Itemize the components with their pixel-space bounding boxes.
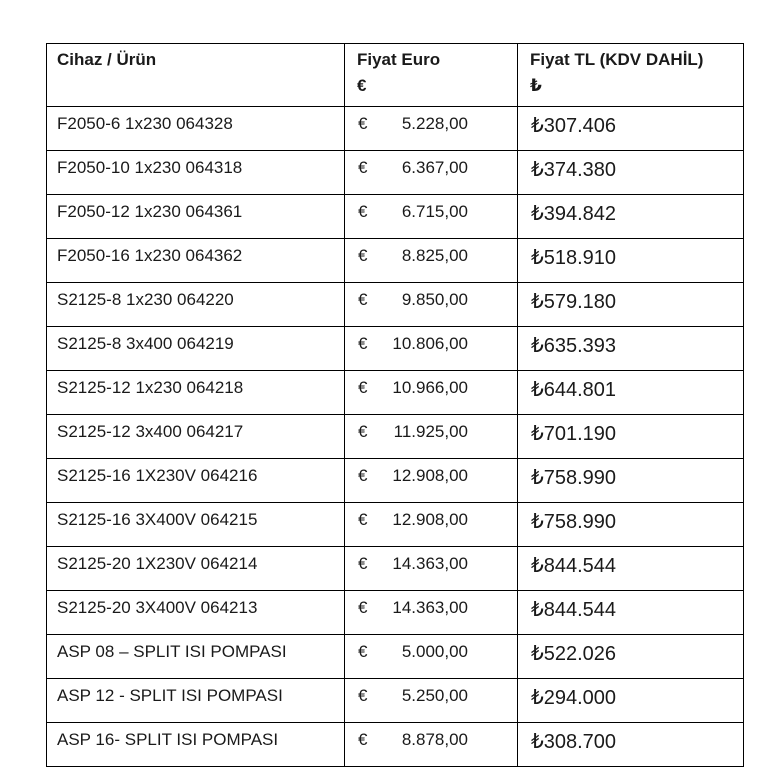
tl-price-cell: ₺307.406: [518, 107, 744, 151]
euro-amount: 5.000,00: [401, 642, 468, 661]
header-euro-symbol: €: [357, 76, 367, 95]
euro-sign: €: [358, 334, 368, 353]
euro-price-cell: [345, 723, 518, 767]
product-cell: S2125-8 1x230 064220: [47, 283, 345, 327]
euro-amount: 8.825,00: [401, 246, 468, 265]
product-cell: F2050-6 1x230 064328: [47, 107, 345, 151]
euro-sign: €: [358, 642, 368, 661]
euro-price-cell: [345, 503, 518, 547]
euro-price-cell: [345, 591, 518, 635]
euro-sign: €: [358, 686, 368, 705]
product-cell: F2050-12 1x230 064361: [47, 195, 345, 239]
euro-price-cell: [345, 107, 518, 151]
euro-sign: €: [358, 510, 368, 529]
product-cell: ASP 08 – SPLIT ISI POMPASI: [47, 635, 345, 679]
euro-sign: €: [358, 598, 368, 617]
table-row: [47, 547, 744, 591]
header-tl: [518, 44, 744, 107]
header-row: [47, 44, 744, 107]
table-row: [47, 371, 744, 415]
euro-amount: 6.367,00: [401, 158, 468, 177]
tl-price-cell: ₺522.026: [518, 635, 744, 679]
euro-sign: €: [358, 290, 368, 309]
tl-price-cell: ₺844.544: [518, 591, 744, 635]
table-row: [47, 723, 744, 767]
tl-price-cell: ₺635.393: [518, 327, 744, 371]
price-table: [46, 43, 744, 767]
euro-amount: 10.806,00: [392, 334, 468, 353]
euro-amount: 8.878,00: [401, 730, 468, 749]
product-cell: F2050-16 1x230 064362: [47, 239, 345, 283]
euro-amount: 5.228,00: [401, 114, 468, 133]
euro-price-cell: [345, 327, 518, 371]
table-row: [47, 239, 744, 283]
tl-price-cell: ₺701.190: [518, 415, 744, 459]
product-cell: S2125-8 3x400 064219: [47, 327, 345, 371]
tl-price-cell: ₺644.801: [518, 371, 744, 415]
product-cell: S2125-20 3X400V 064213: [47, 591, 345, 635]
table-body: [47, 107, 744, 767]
product-cell: ASP 16- SPLIT ISI POMPASI: [47, 723, 345, 767]
table-row: [47, 459, 744, 503]
euro-price-cell: [345, 459, 518, 503]
euro-sign: €: [358, 202, 368, 221]
table-row: [47, 151, 744, 195]
product-cell: S2125-12 1x230 064218: [47, 371, 345, 415]
header-tl-label: Fiyat TL (KDV DAHİL): [530, 50, 704, 69]
tl-price-cell: ₺374.380: [518, 151, 744, 195]
table-row: [47, 107, 744, 151]
euro-amount: 9.850,00: [401, 290, 468, 309]
euro-sign: €: [358, 246, 368, 265]
euro-price-cell: [345, 635, 518, 679]
tl-price-cell: ₺294.000: [518, 679, 744, 723]
euro-price-cell: [345, 547, 518, 591]
euro-sign: €: [358, 114, 368, 133]
euro-amount: 12.908,00: [392, 466, 468, 485]
euro-amount: 11.925,00: [393, 422, 468, 441]
euro-sign: €: [358, 422, 368, 441]
table-row: [47, 635, 744, 679]
product-cell: S2125-12 3x400 064217: [47, 415, 345, 459]
table-row: [47, 415, 744, 459]
header-euro-label: Fiyat Euro: [357, 50, 441, 69]
euro-amount: 10.966,00: [392, 378, 468, 397]
tl-price-cell: ₺758.990: [518, 459, 744, 503]
tl-price-cell: ₺844.544: [518, 547, 744, 591]
table-row: [47, 591, 744, 635]
tl-price-cell: ₺579.180: [518, 283, 744, 327]
euro-price-cell: [345, 195, 518, 239]
product-cell: S2125-20 1X230V 064214: [47, 547, 345, 591]
euro-sign: €: [358, 554, 368, 573]
header-euro: [345, 44, 518, 107]
table-row: [47, 195, 744, 239]
euro-sign: €: [358, 158, 368, 177]
euro-price-cell: [345, 679, 518, 723]
euro-price-cell: [345, 151, 518, 195]
product-cell: F2050-10 1x230 064318: [47, 151, 345, 195]
table-row: [47, 327, 744, 371]
tl-price-cell: ₺394.842: [518, 195, 744, 239]
table-row: [47, 679, 744, 723]
table-row: [47, 503, 744, 547]
euro-sign: €: [358, 378, 368, 397]
tl-price-cell: ₺308.700: [518, 723, 744, 767]
header-tl-symbol: ₺: [530, 76, 542, 95]
euro-amount: 5.250,00: [401, 686, 468, 705]
tl-price-cell: ₺758.990: [518, 503, 744, 547]
euro-price-cell: [345, 239, 518, 283]
product-cell: ASP 12 - SPLIT ISI POMPASI: [47, 679, 345, 723]
table-row: [47, 283, 744, 327]
euro-price-cell: [345, 371, 518, 415]
header-product: [47, 44, 345, 107]
euro-price-cell: [345, 283, 518, 327]
euro-sign: €: [358, 730, 368, 749]
euro-price-cell: [345, 415, 518, 459]
tl-price-cell: ₺518.910: [518, 239, 744, 283]
product-cell: S2125-16 3X400V 064215: [47, 503, 345, 547]
header-product-label: Cihaz / Ürün: [57, 50, 157, 69]
euro-amount: 6.715,00: [401, 202, 468, 221]
product-cell: S2125-16 1X230V 064216: [47, 459, 345, 503]
euro-sign: €: [358, 466, 368, 485]
euro-amount: 14.363,00: [392, 554, 468, 573]
euro-amount: 12.908,00: [392, 510, 468, 529]
euro-amount: 14.363,00: [392, 598, 468, 617]
